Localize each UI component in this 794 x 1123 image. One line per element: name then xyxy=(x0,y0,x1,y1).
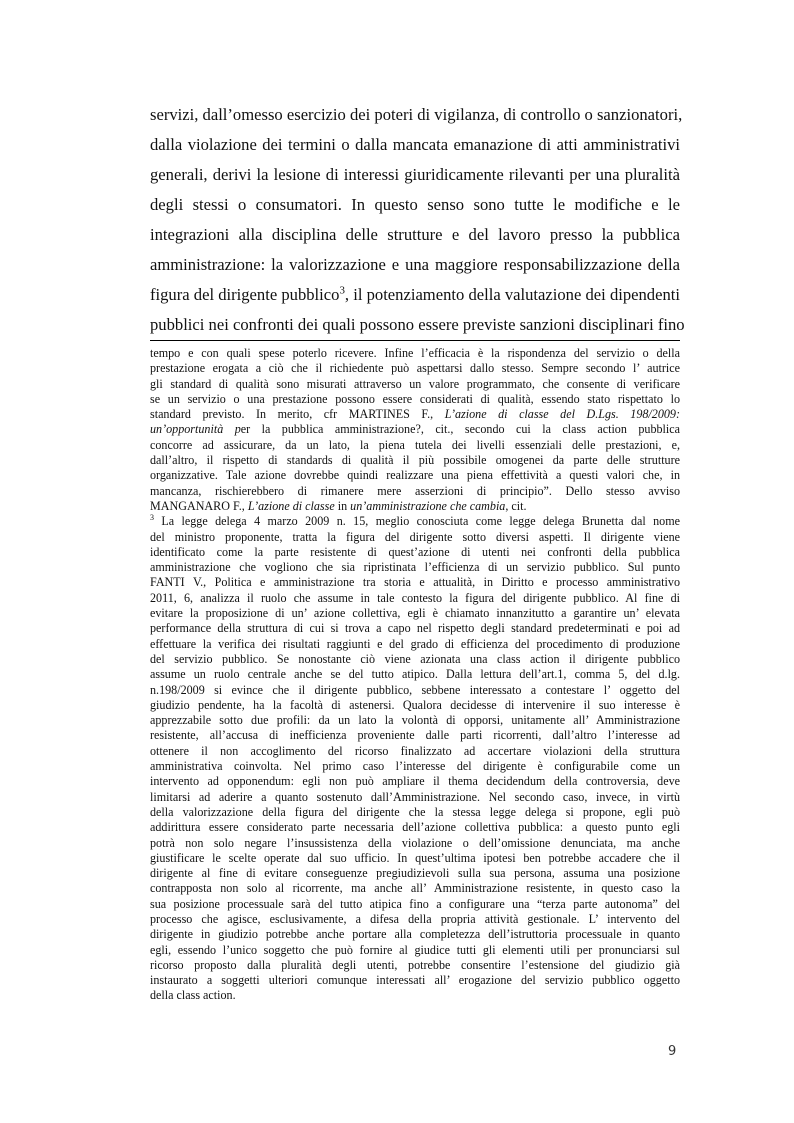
footnote-line: intervento ad opponendum: egli non può ampliare il thema decidendum della controversia, deve xyxy=(150,774,680,789)
footnote-line: gli standard di qualità sono misurati attraverso un valore programmato, che consente di verificare xyxy=(150,376,680,391)
footnote-line: 2011, 6, analizza il ruolo che assume in tale contesto la figura del dirigente pubblico. Al fine di xyxy=(150,590,680,605)
footnote-line: assume un ruolo centrale anche se del tutto atipico. Dalla lettura dell’art.1, comma 5, del d.lg. xyxy=(150,667,680,682)
footnote-separator xyxy=(150,340,680,341)
footnote-line: apprezzabile sotto due profili: da un lato la volontà di opporsi, unitamente all’ Amministrazione xyxy=(150,713,680,728)
footnote-line: limitarsi ad aderire a quanto sostenuto dall’Amministrazione. Nel secondo caso, invece, in virtù xyxy=(150,789,680,804)
footnote-3-first-line xyxy=(150,514,680,529)
footnote-text: MANGANARO F., xyxy=(150,498,248,513)
footnote-title: un’opportunità p xyxy=(150,422,241,437)
footnote-text: standard previsto. In merito, cfr MARTINES F., xyxy=(150,407,445,422)
footnote-text: La legge delega 4 marzo 2009 n. 15, meglio conosciuta come legge delega Brunetta dal nome xyxy=(153,514,680,529)
footnote-line: della valorizzazione della figura del dirigente che la stessa legge delega si propone, egli può xyxy=(150,804,680,819)
footnote-line: identificato come la parte resistente di quest’azione di utenti nei confronti della pubblica xyxy=(150,544,680,559)
footnote-line: processo che agisce, esclusivamente, a difesa della propria attività gestionale. L’ intervento del xyxy=(150,911,680,926)
footnote-line: addirittura essere considerato parte necessaria dell’azione collettiva pubblica: a questo punto egli xyxy=(150,820,680,835)
footnotes xyxy=(150,346,680,1004)
footnote-line: instaurato a soggetti ulteriori comunque interessati all’ erogazione del servizio pubblico oggetto xyxy=(150,973,680,988)
footnote-line: prestazione erogata a ciò che il richiedente può aspettarsi dallo stesso. Sempre secondo l’ autrice xyxy=(150,361,680,376)
footnote-line xyxy=(150,499,680,514)
body-line: dalla violazione dei termini o dalla mancata emanazione di atti amministrativi xyxy=(150,135,680,154)
footnote-line: performance della struttura di cui si trova a capo nel rispetto degli standard predeterminati e poi ad xyxy=(150,621,680,636)
footnote-text: in xyxy=(334,498,351,513)
footnote-line: resistente, all’accusa di inefficienza proveniente dalle parti ricorrenti, dall’altro l’interesse ad xyxy=(150,728,680,743)
body-line-part: , il potenziamento della valutazione dei dipendenti xyxy=(344,285,680,304)
footnote-line: amministrazione che vogliono che sia ripristinata l’efficienza di un servizio pubblico. Sul punto xyxy=(150,560,680,575)
footnote-line: FANTI V., Politica e amministrazione tra storia e attualità, in Diritto e processo amministrativo xyxy=(150,575,680,590)
footnote-line: ottenere il non accoglimento del ricorso finalizzato ad accertare violazioni della struttura xyxy=(150,743,680,758)
footnote-line: sua posizione processuale sarà del tutto atipica fino a configurare una “terza parte autonoma” del xyxy=(150,896,680,911)
footnote-line: potrà non solo negare l’insussistenza della violazione o dell’omissione denunciata, ma anche xyxy=(150,835,680,850)
footnote-line: effettuare la verifica dei risultati raggiunti e del grado di efficienza del procedimento di produzione xyxy=(150,636,680,651)
footnote-line: giudizio pendente, ha la facoltà di astenersi. Qualora decidesse di intervenire il suo interesse è xyxy=(150,697,680,712)
footnote-line: amministrativa coinvolta. Nel primo caso l’interesse del dirigente è configurabile come un xyxy=(150,759,680,774)
footnote-line: mancanza, rischierebbero di rimanere mere asserzioni di principio”. Dello stesso avviso xyxy=(150,483,680,498)
footnote-line: concorre ad assicurare, da un lato, la piena tutela dei livelli essenziali delle prestazioni, e, xyxy=(150,437,680,452)
page-number: 9 xyxy=(668,1044,677,1059)
footnote-line: del ministro proponente, tratta la figura del dirigente sotto diversi aspetti. Il dirigente viene xyxy=(150,529,680,544)
body-paragraph xyxy=(150,100,685,340)
footnote-line: dirigente al fine di evitare conseguenze pregiudizievoli sulla sua persona, assuma una posizione xyxy=(150,866,680,881)
footnote-line: organizzative. Tale azione dovrebbe quindi realizzare una piena effettività a questi valori che, in xyxy=(150,468,680,483)
footnote-line: ricorso proposto dalla pluralità degli utenti, potrebbe consentire l’estensione del giudizio già xyxy=(150,957,680,972)
footnote-line: del servizio pubblico. Se nonostante ciò viene azionata una class action il dirigente pubblico xyxy=(150,651,680,666)
body-line: servizi, dall’omesso esercizio dei poteri di vigilanza, di controllo o sanzionatori, xyxy=(150,105,683,124)
body-line: generali, derivi la lesione di interessi giuridicamente rilevanti per una pluralità xyxy=(150,165,680,184)
body-line-part: figura del dirigente pubblico xyxy=(150,285,340,304)
footnote-line: della class action. xyxy=(150,988,236,1003)
footnote-line: giustificare le scelte operate dal suo ufficio. In quest’ultima ipotesi ben potrebbe accadere che il xyxy=(150,850,680,865)
footnote-text: er la pubblica amministrazione?, cit., secondo cui la class action pubblica xyxy=(240,422,680,437)
footnote-title: un’amministrazione che cambia xyxy=(350,498,506,513)
footnote-title: L’azione di classe xyxy=(247,498,335,513)
footnote-text: , cit. xyxy=(505,498,527,513)
body-line-with-ref xyxy=(150,280,680,310)
footnote-title: L’azione di classe del D.Lgs. 198/2009: xyxy=(444,407,680,422)
body-line: integrazioni alla disciplina delle strutture e del lavoro presso la pubblica xyxy=(150,225,680,244)
footnote-line: se un servizio o una prestazione possono essere considerati di qualità, essendo stato rispettato lo xyxy=(150,391,680,406)
footnote-line: contrapposta non solo al ricorrente, ma anche all’ Amministrazione resistente, in questo caso la xyxy=(150,881,680,896)
footnote-line: dirigente in giudizio potrebbe anche portare alla completezza dell’istruttoria processuale in quanto xyxy=(150,927,680,942)
body-line: amministrazione: la valorizzazione e una maggiore responsabilizzazione della xyxy=(150,255,680,274)
footnote-reference[interactable]: 3 xyxy=(339,284,345,297)
footnote-line: dall’altro, il rispetto di standards di qualità il più possibile omogenei da parte delle strutture xyxy=(150,453,680,468)
footnote-line xyxy=(150,407,680,422)
footnote-number: 3 xyxy=(150,514,154,523)
footnote-line: evitare la proposizione di un’ azione collettiva, egli è chiamato innanzitutto a garantire un’ elevata xyxy=(150,606,680,621)
footnote-line xyxy=(150,422,680,437)
footnote-line: n.198/2009 si evince che il dirigente pubblico, sebbene interessato a contestare l’ oggetto del xyxy=(150,682,680,697)
footnote-line: tempo e con quali spese poterlo ricevere. Infine l’efficacia è la rispondenza del servizio o della xyxy=(150,346,680,360)
body-line: degli stessi o consumatori. In questo senso sono tutte le modifiche e le xyxy=(150,195,680,214)
footnote-line: egli, essendo l’unico soggetto che può fornire al giudice tutti gli elementi utili per pronunciarsi sul xyxy=(150,942,680,957)
body-line: pubblici nei confronti dei quali possono essere previste sanzioni disciplinari fino xyxy=(150,315,685,334)
